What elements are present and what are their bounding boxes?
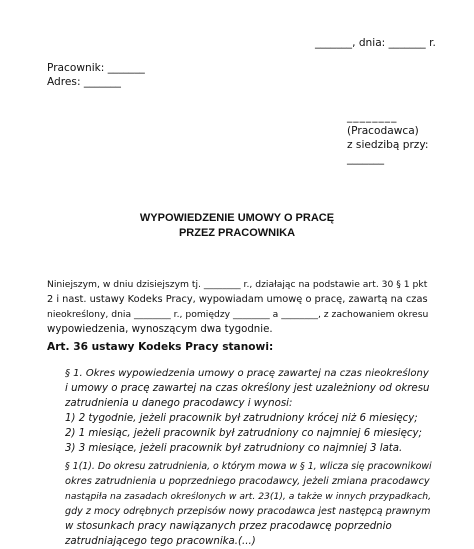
- article-line: nastąpiła na zasadach określonych w art. 23(1), a także w innych przypadkach,: [65, 491, 432, 502]
- article-line: § 1(1). Do okresu zatrudnienia, o którym mowa w § 1, wlicza się pracownikowi: [65, 461, 432, 472]
- body-line: wypowiedzenia, wynoszącym dwa tygodnie.: [47, 324, 273, 335]
- document-title-line1: WYPOWIEDZENIE UMOWY O PRACĘ: [139, 212, 335, 224]
- employer-seat-blank: _______: [347, 153, 385, 165]
- address-field: Adres: _______: [47, 76, 121, 88]
- article-line: 3) 3 miesiące, jeżeli pracownik był zatrudniony co najmniej 3 lata.: [65, 443, 403, 454]
- article-line: 1) 2 tygodnie, jeżeli pracownik był zatrudniony krócej niż 6 miesięcy;: [65, 413, 418, 424]
- body-line: nieokreślony, dnia ________ r., pomiędzy ________ a ________, z zachowaniem okresu: [47, 309, 429, 320]
- employer-blank: ________: [347, 111, 398, 123]
- article-paragraph-1: [65, 366, 432, 456]
- article-line: okres zatrudnienia u poprzedniego pracodawcy, jeżeli zmiana pracodawcy: [65, 476, 430, 487]
- article-line: w stosunkach pracy nawiązanych przez pracodawcę poprzednio: [65, 521, 392, 532]
- body-line: 2 i nast. ustawy Kodeks Pracy, wypowiadam umowę o pracę, zawartą na czas: [47, 294, 428, 305]
- article-line: 2) 1 miesiąc, jeżeli pracownik był zatrudniony co najmniej 6 miesięcy;: [65, 428, 422, 439]
- article-heading: Art. 36 ustawy Kodeks Pracy stanowi:: [47, 341, 274, 353]
- date-line: _______, dnia: _______ r.: [315, 37, 436, 49]
- article-line: i umowy o pracę zawartej na czas określony jest uzależniony od okresu: [65, 383, 430, 394]
- article-line: § 1. Okres wypowiedzenia umowy o pracę zawartej na czas nieokreślony: [65, 368, 429, 379]
- article-line: zatrudnienia u danego pracodawcy i wynosi:: [65, 398, 293, 409]
- article-line: zatrudniającego tego pracownika.(...): [65, 536, 256, 547]
- article-paragraph-2: [65, 459, 432, 549]
- employee-field: Pracownik: _______: [47, 62, 145, 74]
- employer-seat-label: z siedzibą przy:: [347, 139, 429, 151]
- body-line: Niniejszym, w dniu dzisiejszym tj. ________ r., działając na podstawie art. 30 § 1 pkt: [47, 279, 428, 290]
- employer-label: (Pracodawca): [347, 125, 419, 137]
- body-paragraph: [47, 277, 432, 337]
- document-title-line2: PRZEZ PRACOWNIKA: [178, 227, 296, 239]
- article-line: gdy z mocy odrębnych przepisów nowy pracodawca jest następcą prawnym: [65, 506, 431, 517]
